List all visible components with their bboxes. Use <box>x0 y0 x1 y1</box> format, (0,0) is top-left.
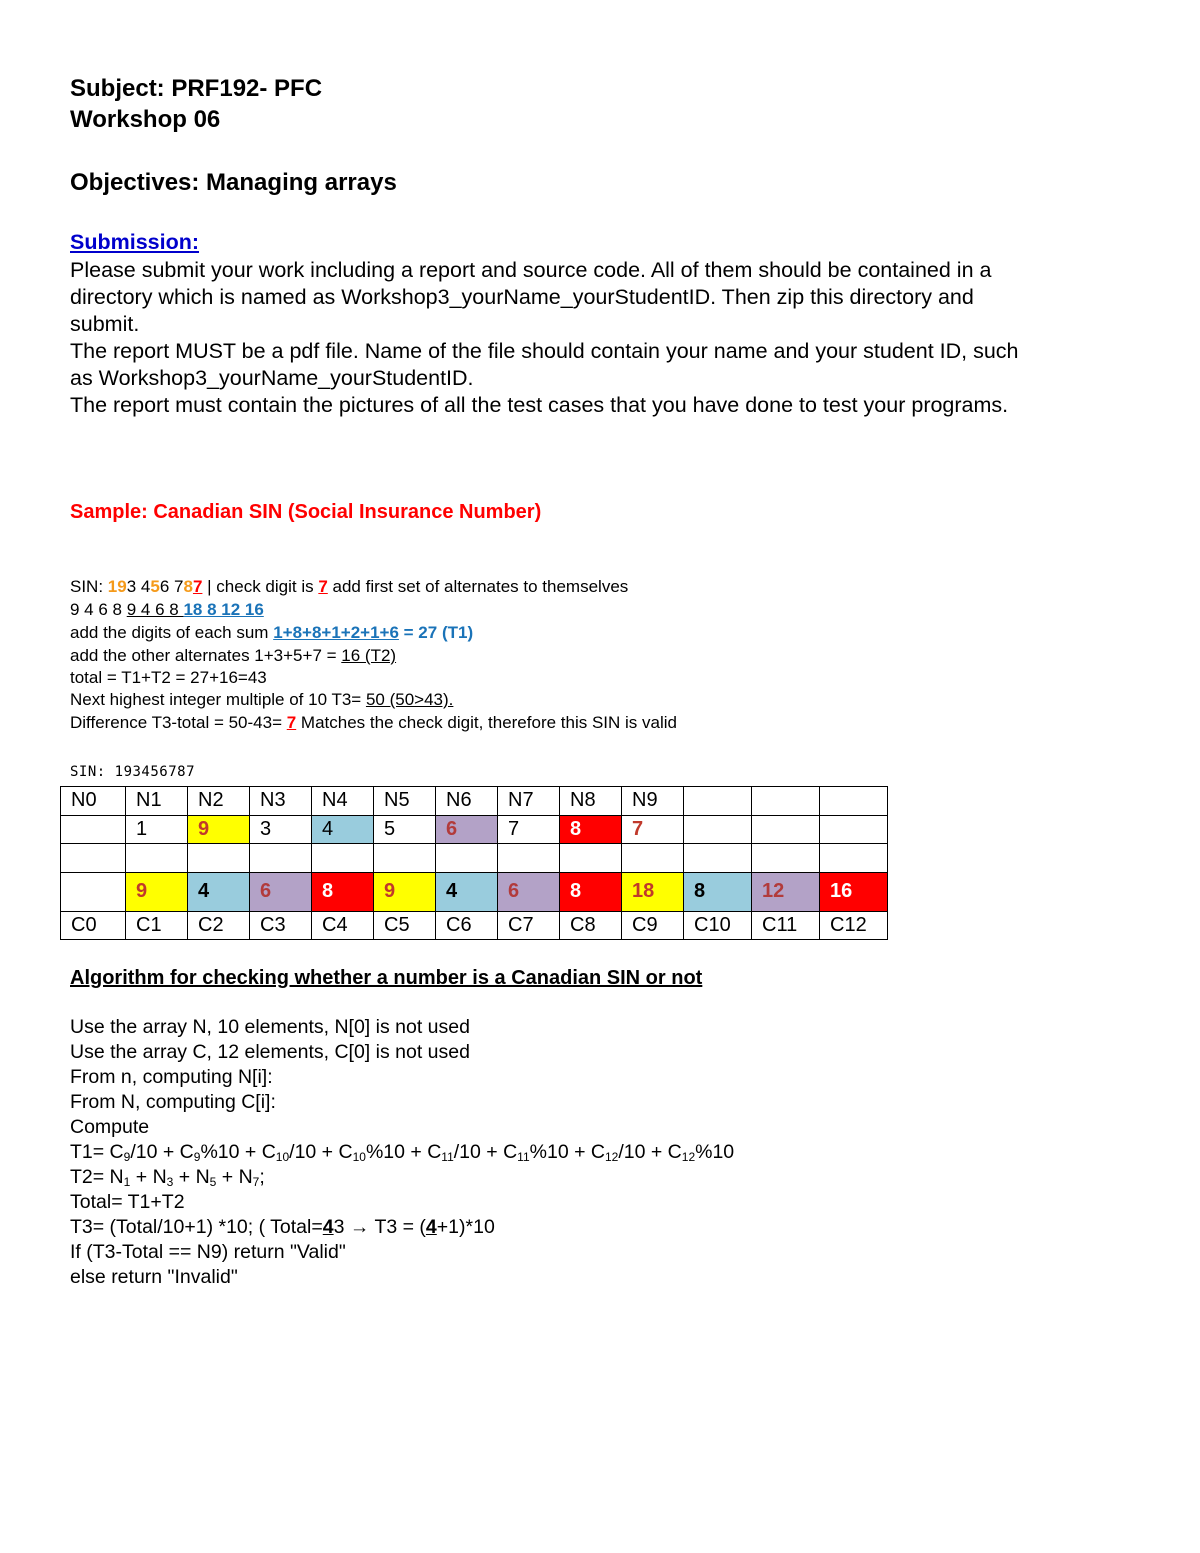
if-statement: If (T3-Total == N9) return "Valid" <box>70 1241 346 1263</box>
table-cell: 4 <box>188 872 250 911</box>
table-cell: N5 <box>374 787 436 816</box>
formula-text: ; <box>259 1166 265 1188</box>
table-cell: 9 <box>126 872 188 911</box>
formula-highlight: 4 <box>425 1216 437 1238</box>
sample-line-3 <box>70 622 473 644</box>
table-cell: N3 <box>250 787 312 816</box>
submission-line-6: The report must contain the pictures of all the test cases that you have done to test your programs. <box>70 393 1009 417</box>
alternates: 9 4 6 8 <box>70 600 127 619</box>
formula-subscript: 12 <box>681 1150 696 1164</box>
sample-line-4 <box>70 645 396 667</box>
digits-sum-text: add the digits of each sum <box>70 623 274 642</box>
formula-subscript: 11 <box>441 1150 454 1164</box>
table-cell: 12 <box>752 872 820 911</box>
sin-check-digit: 7 <box>192 577 203 596</box>
formula-text: 3 <box>333 1216 350 1238</box>
formula-text: + N <box>130 1166 167 1188</box>
formula-text: T3 = ( <box>369 1216 426 1238</box>
formula-text: %10 <box>695 1141 735 1163</box>
table-cell <box>684 844 752 873</box>
empty-row <box>61 844 888 873</box>
formula-subscript: 7 <box>252 1175 260 1189</box>
next-multiple-text: Next highest integer multiple of 10 T3= <box>70 690 366 709</box>
sin-array-table <box>60 786 888 940</box>
table-cell: 5 <box>374 815 436 844</box>
table-cell: C7 <box>498 911 560 940</box>
table-cell <box>752 844 820 873</box>
table-cell: C6 <box>436 911 498 940</box>
table-cell <box>820 787 888 816</box>
formula-text: T3= (Total/10+1) *10; ( Total= <box>70 1216 323 1238</box>
else-statement: else return "Invalid" <box>70 1266 238 1288</box>
arrow-right-icon: → <box>349 1216 370 1238</box>
table-cell: C4 <box>312 911 374 940</box>
table-cell: N7 <box>498 787 560 816</box>
formula-text: /10 + C <box>289 1141 353 1163</box>
table-cell: 4 <box>436 872 498 911</box>
submission-line-5: as Workshop3_yourName_yourStudentID. <box>70 366 474 390</box>
sin-digit: 5 <box>150 577 160 596</box>
formula-text: T2= N <box>70 1166 124 1188</box>
table-cell: N1 <box>126 787 188 816</box>
table-cell <box>61 844 126 873</box>
workshop-heading: Workshop 06 <box>70 106 221 133</box>
table-cell <box>820 844 888 873</box>
table-cell <box>436 844 498 873</box>
table-cell: 9 <box>374 872 436 911</box>
formula-text: +1)*10 <box>436 1216 495 1238</box>
sample-line-5: total = T1+T2 = 27+16=43 <box>70 668 267 687</box>
submission-line-4: The report MUST be a pdf file. Name of the file should contain your name and your student ID, such <box>70 339 1019 363</box>
sin-text: | check digit is <box>202 577 319 596</box>
sin-label: SIN: 193456787 <box>70 764 196 780</box>
table-cell <box>61 872 126 911</box>
table-cell: N8 <box>560 787 622 816</box>
sample-line-7 <box>70 712 677 734</box>
table-cell: C2 <box>188 911 250 940</box>
table-cell: N4 <box>312 787 374 816</box>
table-cell <box>752 815 820 844</box>
n-values-row <box>61 815 888 844</box>
table-cell: 7 <box>498 815 560 844</box>
formula-subscript: 9 <box>193 1150 201 1164</box>
t3-formula <box>70 1215 495 1240</box>
sin-digit: 8 <box>183 577 193 596</box>
table-cell: N0 <box>61 787 126 816</box>
n-header-row <box>61 787 888 816</box>
sin-prefix: SIN: <box>70 577 108 596</box>
table-cell: 6 <box>436 815 498 844</box>
formula-text: %10 + C <box>529 1141 605 1163</box>
difference-text: Difference T3-total = 50-43= <box>70 713 287 732</box>
alternates-doubled: 9 4 6 8 <box>126 600 184 619</box>
table-cell: C10 <box>684 911 752 940</box>
table-cell <box>684 787 752 816</box>
table-cell: N2 <box>188 787 250 816</box>
table-cell: C11 <box>752 911 820 940</box>
digits-sum-expression: 1+8+8+1+2+1+6 <box>273 623 399 642</box>
table-cell: C3 <box>250 911 312 940</box>
algorithm-title: Algorithm for checking whether a number is a Canadian SIN or not <box>70 967 703 989</box>
table-cell <box>61 815 126 844</box>
formula-text: %10 + C <box>365 1141 442 1163</box>
difference-value: 7 <box>286 713 297 732</box>
table-cell: N9 <box>622 787 684 816</box>
table-cell <box>820 815 888 844</box>
table-cell: C8 <box>560 911 622 940</box>
formula-text: /10 + C <box>130 1141 194 1163</box>
formula-highlight: 4 <box>322 1216 334 1238</box>
table-cell <box>374 844 436 873</box>
table-cell: C1 <box>126 911 188 940</box>
formula-subscript: 9 <box>123 1150 131 1164</box>
t1-formula <box>70 1140 734 1165</box>
submission-line-1: Please submit your work including a report and source code. All of them should be contained in a <box>70 258 992 282</box>
table-cell: 6 <box>250 872 312 911</box>
table-cell: 16 <box>820 872 888 911</box>
table-cell: 3 <box>250 815 312 844</box>
formula-subscript: 10 <box>352 1150 366 1164</box>
table-cell <box>684 815 752 844</box>
table-cell: 8 <box>560 815 622 844</box>
table-cell: C5 <box>374 911 436 940</box>
submission-line-3: submit. <box>70 312 140 336</box>
formula-subscript: 3 <box>166 1175 174 1189</box>
algorithm-line-5: Compute <box>70 1116 150 1138</box>
sin-digit: 9 <box>117 577 127 596</box>
t1-result: = 27 (T1) <box>398 623 474 642</box>
submission-line-2: directory which is named as Workshop3_yourName_yourStudentID. Then zip this directory and <box>70 285 974 309</box>
table-cell <box>498 844 560 873</box>
valid-conclusion: Matches the check digit, therefore this SIN is valid <box>296 713 677 732</box>
sin-text: add first set of alternates to themselves <box>327 577 629 596</box>
subject-heading: Subject: PRF192- PFC <box>70 75 323 102</box>
table-cell: C12 <box>820 911 888 940</box>
formula-text: + N <box>173 1166 210 1188</box>
check-digit-value: 7 <box>318 577 328 596</box>
sample-line-1 <box>70 576 628 598</box>
sin-digit: 1 <box>107 577 118 596</box>
formula-text: %10 + C <box>200 1141 276 1163</box>
table-cell: 7 <box>622 815 684 844</box>
table-cell <box>752 787 820 816</box>
c-values-row <box>61 872 888 911</box>
table-cell <box>312 844 374 873</box>
t3-result: 50 (50>43). <box>365 690 454 709</box>
sample-line-2 <box>70 599 264 621</box>
table-cell: C0 <box>61 911 126 940</box>
sample-title: Sample: Canadian SIN (Social Insurance Number) <box>70 501 542 523</box>
formula-subscript: 10 <box>275 1150 290 1164</box>
table-cell <box>188 844 250 873</box>
sample-line-6 <box>70 689 453 711</box>
formula-subscript: 5 <box>209 1175 217 1189</box>
table-cell: 18 <box>622 872 684 911</box>
sin-digits: 6 7 <box>159 577 184 596</box>
algorithm-line-2: Use the array C, 12 elements, C[0] is not used <box>70 1041 470 1063</box>
algorithm-line-3: From n, computing N[i]: <box>70 1066 273 1088</box>
formula-subscript: 11 <box>517 1150 530 1164</box>
other-alternates-text: add the other alternates 1+3+5+7 = <box>70 646 342 665</box>
table-cell: 8 <box>560 872 622 911</box>
table-cell <box>250 844 312 873</box>
table-cell: 8 <box>684 872 752 911</box>
algorithm-line-1: Use the array N, 10 elements, N[0] is not used <box>70 1016 470 1038</box>
table-cell <box>126 844 188 873</box>
objectives-heading: Objectives: Managing arrays <box>70 169 397 196</box>
table-cell: 1 <box>126 815 188 844</box>
formula-subscript: 1 <box>123 1175 131 1189</box>
c-footer-row <box>61 911 888 940</box>
formula-text: /10 + C <box>453 1141 518 1163</box>
formula-text: + N <box>216 1166 253 1188</box>
formula-text: /10 + C <box>618 1141 682 1163</box>
table-cell <box>622 844 684 873</box>
table-cell <box>560 844 622 873</box>
algorithm-line-4: From N, computing C[i]: <box>70 1091 276 1113</box>
total-formula: Total= T1+T2 <box>70 1191 185 1213</box>
submission-title: Submission: <box>70 230 200 254</box>
table-cell: 6 <box>498 872 560 911</box>
alternate-sums: 18 8 12 16 <box>183 600 264 619</box>
sin-digits: 3 4 <box>126 577 151 596</box>
formula-text: T1= C <box>70 1141 124 1163</box>
t2-result: 16 (T2) <box>341 646 397 665</box>
table-cell: N6 <box>436 787 498 816</box>
table-cell: 4 <box>312 815 374 844</box>
formula-subscript: 12 <box>604 1150 619 1164</box>
table-cell: 9 <box>188 815 250 844</box>
table-cell: 8 <box>312 872 374 911</box>
table-cell: C9 <box>622 911 684 940</box>
t2-formula <box>70 1165 265 1190</box>
